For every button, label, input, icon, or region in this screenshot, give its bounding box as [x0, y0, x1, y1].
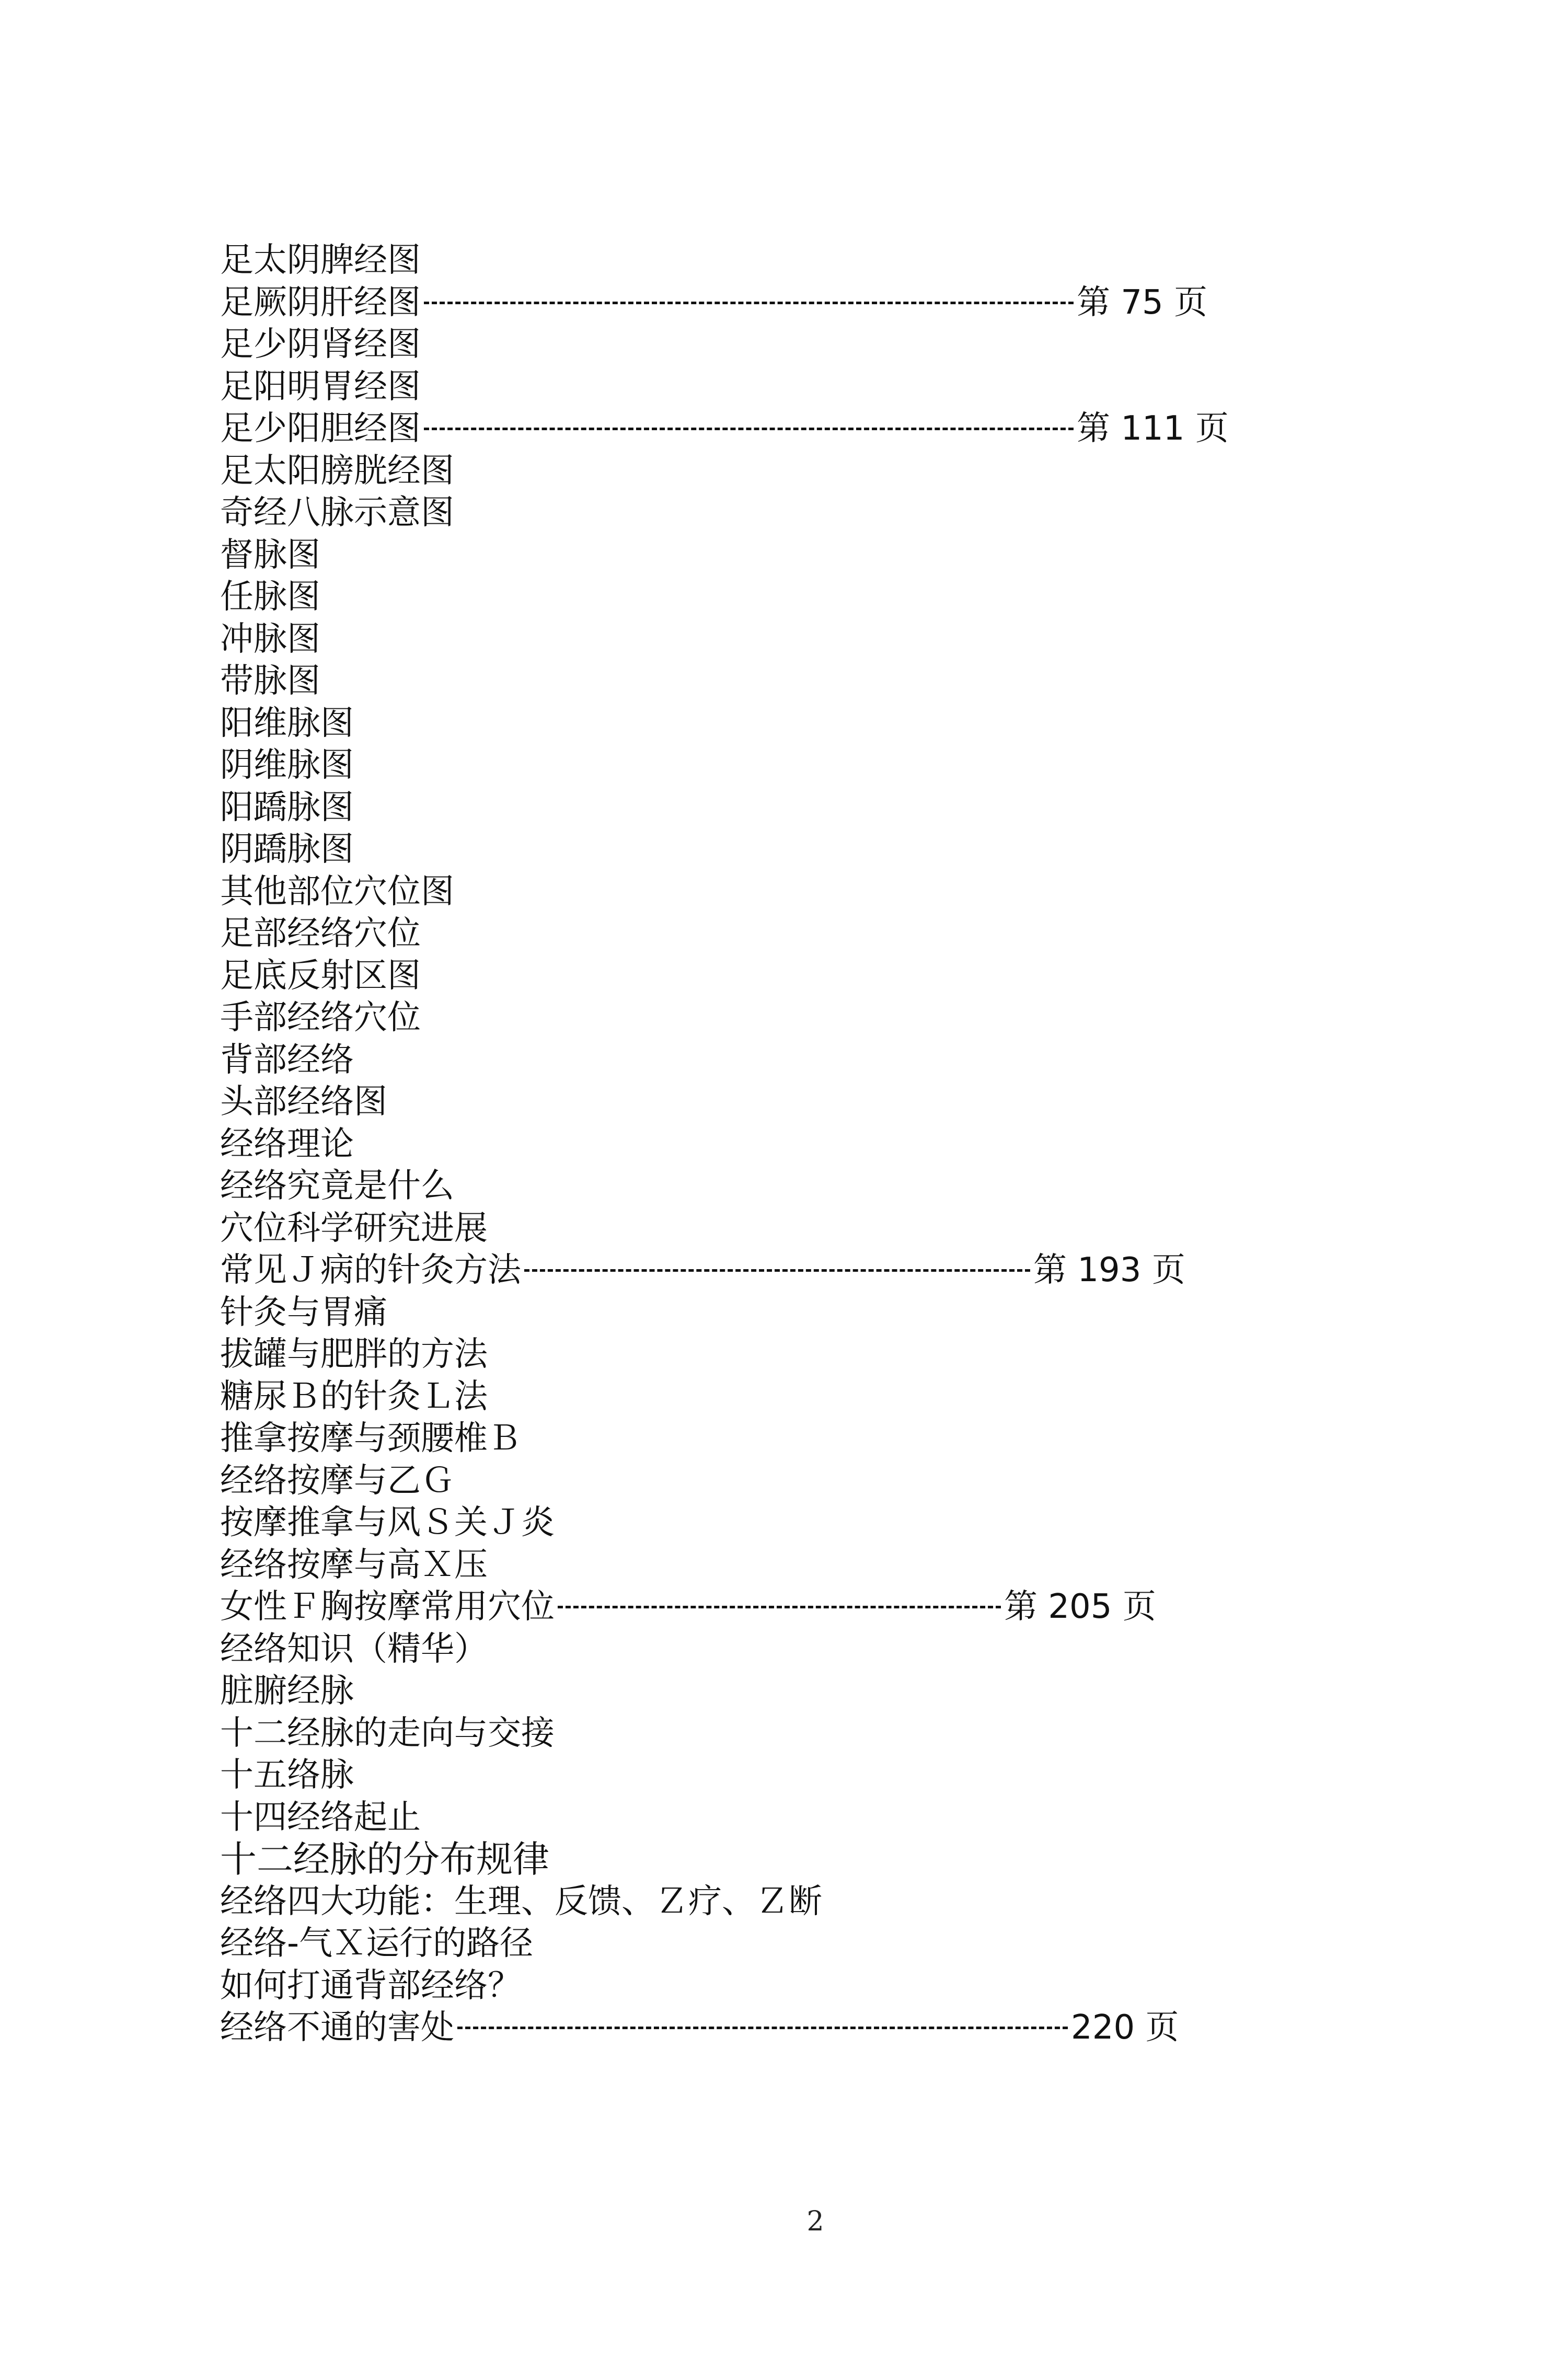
toc-entry [220, 828, 1370, 871]
toc-entry-title: 糖尿Ｂ的针灸Ｌ法 [220, 1377, 488, 1416]
toc-entry [220, 1670, 1370, 1712]
toc-entry [220, 1754, 1370, 1797]
toc-entry-title: 足太阳膀胱经图 [220, 451, 454, 490]
dashed-leader [555, 1586, 1004, 1628]
toc-entry [220, 744, 1370, 787]
toc-entry [220, 2007, 1370, 2049]
toc-entry [220, 1712, 1370, 1755]
toc-entry-title: 十四经络起止 [220, 1798, 421, 1837]
toc-entry-title: 足少阳胆经图 [220, 409, 421, 448]
toc-entry-title: 足太阴脾经图 [220, 241, 421, 280]
toc-entry-title: 十二经脉的走向与交接 [220, 1713, 555, 1753]
toc-entry [220, 660, 1370, 703]
toc-entry [220, 576, 1370, 618]
toc-entry-title: 脏腑经脉 [220, 1672, 354, 1710]
toc-entry-page: 第 205 页 [1004, 1587, 1156, 1626]
toc-entry [220, 1249, 1370, 1292]
toc-entry-title: 十二经脉的分布规律 [220, 1838, 549, 1881]
toc-entry-title: 经络理论 [220, 1124, 354, 1164]
toc-entry-title: 任脉图 [220, 578, 320, 616]
toc-entry [220, 366, 1370, 408]
toc-entry-title: 其他部位穴位图 [220, 872, 454, 911]
toc-entry-title: 常见Ｊ病的针灸方法 [220, 1251, 521, 1290]
toc-entry-title: 穴位科学研究进展 [220, 1209, 488, 1248]
toc-entry-title: 按摩推拿与风Ｓ关Ｊ炎 [220, 1503, 555, 1542]
dashed-leader [421, 408, 1077, 450]
toc-entry [220, 1418, 1370, 1460]
page-number: 2 [806, 2206, 824, 2237]
toc-entry [220, 787, 1370, 829]
toc-entry-title: 针灸与胃痛 [220, 1293, 387, 1332]
toc-entry [220, 913, 1370, 955]
toc-entry [220, 997, 1370, 1039]
toc-entry-title: 经络不通的害处 [220, 2008, 454, 2047]
toc-entry-title: 足少阴肾经图 [220, 325, 421, 364]
toc-entry [220, 492, 1370, 534]
toc-entry-title: 经络究竟是什么 [220, 1167, 454, 1205]
toc-entry [220, 618, 1370, 661]
toc-entry-page: 第 111 页 [1077, 409, 1229, 448]
toc-entry [220, 1544, 1370, 1586]
toc-entry-title: 足厥阴肝经图 [220, 283, 421, 322]
toc-entry [220, 282, 1370, 324]
toc-entry-title: 经络按摩与高Ｘ压 [220, 1545, 488, 1584]
toc-entry-title: 足底反射区图 [220, 956, 421, 995]
toc-entry [220, 1838, 1370, 1881]
toc-entry-title: 冲脉图 [220, 619, 320, 659]
toc-entry [220, 955, 1370, 997]
toc-entry [220, 1333, 1370, 1376]
toc-entry [220, 1292, 1370, 1334]
table-of-contents [220, 239, 1370, 2049]
toc-entry-title: 经络-气Ｘ运行的路径 [220, 1924, 534, 1963]
toc-entry-title: 阳蹻脉图 [220, 788, 354, 827]
toc-entry [220, 1081, 1370, 1123]
toc-entry [220, 1376, 1370, 1418]
toc-entry [220, 239, 1370, 282]
toc-entry [220, 1207, 1370, 1250]
toc-entry-title: 十五络脉 [220, 1756, 354, 1794]
toc-entry-title: 经络知识（精华） [220, 1629, 488, 1668]
toc-entry-page: 第 193 页 [1033, 1251, 1185, 1290]
toc-entry [220, 1797, 1370, 1839]
toc-entry-page: 第 75 页 [1077, 283, 1208, 322]
toc-entry-title: 头部经络图 [220, 1083, 387, 1121]
toc-entry-title: 足部经络穴位 [220, 914, 421, 953]
toc-entry [220, 703, 1370, 745]
toc-entry [220, 1586, 1370, 1628]
toc-entry-title: 拔罐与肥胖的方法 [220, 1335, 488, 1374]
toc-entry-title: 奇经八脉示意图 [220, 493, 454, 532]
toc-entry-title: 如何打通背部经络？ [220, 1966, 521, 2005]
toc-entry-title: 足阳明胃经图 [220, 367, 421, 406]
toc-entry-title: 带脉图 [220, 662, 320, 700]
toc-entry [220, 408, 1370, 450]
toc-entry-title: 督脉图 [220, 535, 320, 574]
toc-entry-title: 推拿按摩与颈腰椎Ｂ [220, 1419, 521, 1458]
toc-entry [220, 1123, 1370, 1166]
toc-entry [220, 1881, 1370, 1923]
toc-entry-title: 阴蹻脉图 [220, 830, 354, 869]
toc-entry-title: 手部经络穴位 [220, 998, 421, 1037]
toc-entry-title: 背部经络 [220, 1040, 354, 1079]
toc-entry-title: 阴维脉图 [220, 746, 354, 785]
toc-entry [220, 1923, 1370, 1965]
toc-entry [220, 1502, 1370, 1544]
dashed-leader [521, 1249, 1033, 1292]
toc-entry [220, 534, 1370, 577]
toc-entry [220, 1965, 1370, 2007]
toc-entry [220, 324, 1370, 366]
toc-entry [220, 450, 1370, 492]
toc-entry [220, 1165, 1370, 1207]
toc-entry-page: 220 页 [1071, 2008, 1179, 2047]
dashed-leader [454, 2007, 1071, 2049]
toc-entry-title: 经络四大功能：生理、反馈、Ｚ疗、Ｚ断 [220, 1882, 822, 1921]
toc-entry-title: 女性Ｆ胸按摩常用穴位 [220, 1587, 555, 1626]
toc-entry-title: 阳维脉图 [220, 704, 354, 743]
dashed-leader [421, 282, 1077, 324]
toc-entry [220, 1039, 1370, 1081]
toc-entry [220, 871, 1370, 913]
toc-entry [220, 1628, 1370, 1671]
toc-entry [220, 1460, 1370, 1502]
toc-entry-title: 经络按摩与乙Ｇ [220, 1461, 454, 1500]
